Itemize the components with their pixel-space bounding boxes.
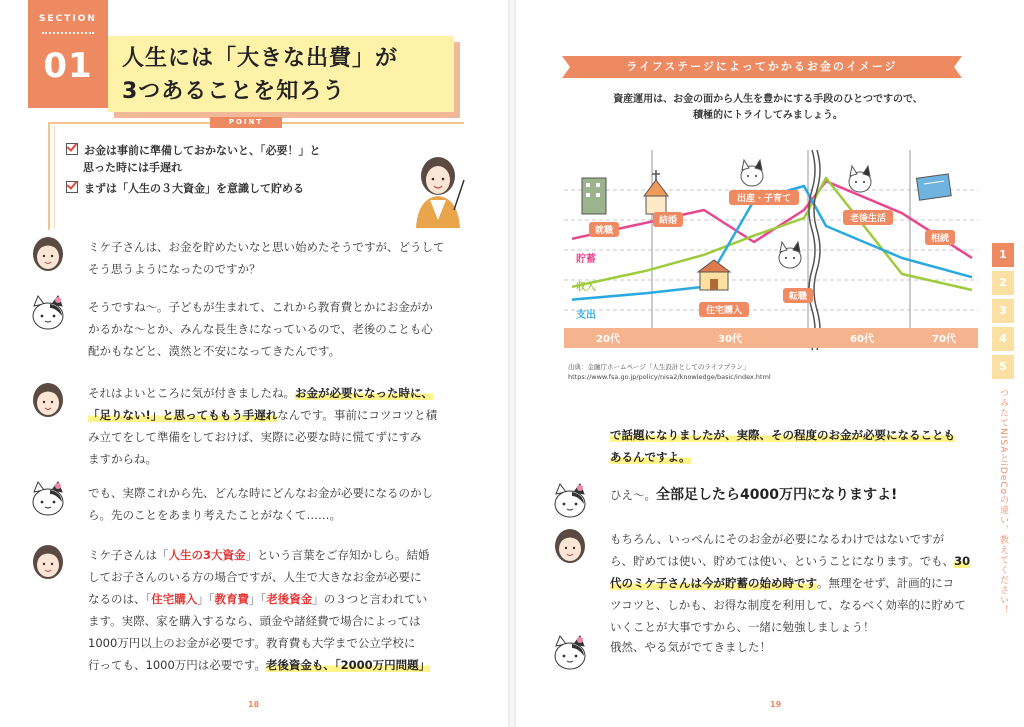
dialogue-line xyxy=(88,258,445,280)
dialogue-text: 」の３つと言われてい xyxy=(312,592,428,606)
intro-line-2: 積極的にトライしてみましょう。 xyxy=(693,110,843,121)
chart-series-label: 収入 xyxy=(576,282,596,293)
dialogue-line xyxy=(88,382,437,404)
page-title xyxy=(122,42,398,108)
dialogue-text: 全部足したら4000万円になりますよ! xyxy=(656,487,898,503)
chart-source xyxy=(568,362,771,382)
dialogue-line xyxy=(88,504,433,526)
title-line-2: 3つあることを知ろう xyxy=(122,79,346,104)
cat-avatar-icon xyxy=(550,482,590,522)
dialogue-4 xyxy=(88,482,433,526)
dialogue-line xyxy=(610,636,771,658)
chart-event-label: 出産・子育て xyxy=(736,194,792,204)
point-item-1-line-1: お金は事前に準備しておかないと、「必要！」と xyxy=(84,144,321,157)
page-number-left: 18 xyxy=(248,700,260,709)
point-item-1-line-2: 思った時には手遅れ xyxy=(83,161,182,174)
cat-avatar-icon xyxy=(28,480,68,520)
dialogue-text: ミケ子さんは「 xyxy=(88,548,169,562)
woman-avatar-icon xyxy=(28,380,68,420)
chapter-tab-4[interactable]: 4 xyxy=(992,327,1014,351)
chart-event-label: 就職 xyxy=(594,226,614,236)
dialogue-text: 老後資金 xyxy=(266,592,313,606)
woman-avatar-icon xyxy=(28,542,68,582)
dialogue-line xyxy=(88,566,430,588)
dialogue-text: 老後資金も、「2000万円問題」 xyxy=(265,658,431,672)
dialogue-line xyxy=(88,236,445,258)
dialogue-text: 俄然、やる気がでてきました！ xyxy=(610,640,771,654)
dialogue-line xyxy=(610,594,970,616)
dialogue-line xyxy=(88,482,433,504)
dialogue-text: ますからね。 xyxy=(88,452,157,466)
dialogue-text: み立てをして準備をしておけば、実際に必要な時に慌てずにすみ xyxy=(88,430,422,444)
bankbook-icon xyxy=(916,174,951,200)
teacher-illustration-icon xyxy=(410,150,466,228)
dialogue-text: 行っても、1000万円は必要です。 xyxy=(88,658,266,672)
intro-line-1: 資産運用は、お金の面から人生を豊かにする手段のひとつですので、 xyxy=(613,94,923,105)
dialogue-text: ら。先のことをあまり考えたことがなくて……。 xyxy=(88,508,341,522)
chapter-tab-5[interactable]: 5 xyxy=(992,355,1014,379)
chart-x-tick-label: 70代 xyxy=(932,334,956,345)
woman-avatar-icon xyxy=(28,234,68,274)
point-item-1 xyxy=(66,142,321,176)
book-gutter xyxy=(508,0,516,727)
chart-x-tick-label: 20代 xyxy=(596,334,620,345)
title-line-1: 人生には「大きな出費」が xyxy=(122,46,399,71)
section-label: SECTION xyxy=(39,14,97,24)
cat-avatar-icon xyxy=(28,294,68,334)
dialogue-4 xyxy=(610,636,771,658)
chart-heading: ライフステージによってかかるお金のイメージ xyxy=(570,56,954,78)
chart-event-label: 相続 xyxy=(930,234,950,244)
dialogue-line xyxy=(88,588,430,610)
dialogue-text: いくことが大事ですから、一緒に勉強しましょう！ xyxy=(610,620,875,634)
woman-avatar-icon xyxy=(550,526,590,566)
dialogue-text: 」「 xyxy=(249,592,267,606)
section-badge xyxy=(28,0,108,108)
dialogue-text: で話題になりましたが、実際、その程度のお金が必要になることも xyxy=(610,428,955,442)
dialogue-text: 「足りない!」と思ってももう手遅れ xyxy=(88,408,278,422)
dialogue-text: 1000万円以上のお金が必要です。教育費も大学まで公立学校に xyxy=(88,636,416,650)
dialogue-text: ツコツと、しかも、お得な制度を利用して、なるべく効率的に貯めて xyxy=(610,598,967,612)
chart-series-label: 貯蓄 xyxy=(576,254,596,265)
dialogue-2 xyxy=(88,296,433,362)
dialogue-line xyxy=(610,446,955,468)
dialogue-text: かるかな〜とか、みんな長生きになっているので、老後のことも心 xyxy=(88,322,433,336)
dialogue-text: でも、実際これから先、どんな時にどんなお金が必要になるのかし xyxy=(88,486,433,500)
dialogue-text: あるんですよ。 xyxy=(610,450,691,464)
chart-event-label: 住宅購入 xyxy=(705,306,743,316)
dialogue-line xyxy=(88,544,430,566)
chart-intro xyxy=(598,92,938,124)
dialogue-text: ひえ〜。 xyxy=(610,488,656,502)
chart-event-label: 老後生活 xyxy=(849,214,887,224)
dialogue-text: なんです。事前にコツコツと積 xyxy=(277,408,438,422)
chart-event-label: 結婚 xyxy=(658,216,678,226)
dialogue-text: ます。実際、家を購入するなら、頭金や諸経費で場合によっては xyxy=(88,614,421,628)
chapter-tab-1[interactable]: 1 xyxy=(992,243,1014,267)
dialogue-line xyxy=(88,632,430,654)
left-page xyxy=(0,0,508,727)
dialogue-text: ミケ子さんは、お金を貯めたいなと思い始めたそうですが、どうして xyxy=(88,240,445,254)
chapel-icon xyxy=(644,170,668,214)
chapter-tab-2[interactable]: 2 xyxy=(992,271,1014,295)
dialogue-line xyxy=(88,340,433,362)
section-number: 01 xyxy=(43,46,93,86)
dialogue-text: してお子さんのいる方の場合ですが、人生で大きなお金が必要に xyxy=(88,570,422,584)
dialogue-text: 」という言葉をご存知かしら。結婚 xyxy=(245,548,430,562)
dialogue-text: そうですね〜。子どもが生まれて、これから教育費とかにお金がか xyxy=(88,300,433,314)
cat-avatar-icon xyxy=(550,634,590,674)
dialogue-3 xyxy=(610,528,970,638)
dialogue-text: お金が必要になった時に、 xyxy=(295,386,433,400)
chart-event-label: 転職 xyxy=(788,292,808,302)
dialogue-line xyxy=(610,572,970,594)
dialogue-text: 。無理をせず、計画的にコ xyxy=(817,576,955,590)
dialogue-text: そう思うようになったのですか？ xyxy=(88,262,261,276)
dialogue-text: 代のミケ子さんは今が貯蓄の始め時です xyxy=(610,576,817,590)
chapter-side-title: つみたてNISAとiDeCoの違い、教えてください！ xyxy=(998,388,1008,616)
dialogue-2 xyxy=(610,484,897,506)
dialogue-text: もちろん、いっぺんにそのお金が必要になるわけではないですが xyxy=(610,532,945,546)
dialogue-line xyxy=(610,550,970,572)
dialogue-text: なるのは、「 xyxy=(88,592,152,606)
dialogue-line xyxy=(88,296,433,318)
mother-cat-icon xyxy=(741,160,763,186)
chapter-tab-3[interactable]: 3 xyxy=(992,299,1014,323)
dialogue-line xyxy=(88,318,433,340)
dialogue-line xyxy=(610,528,970,550)
dialogue-text: それはよいところに気が付きましたね。 xyxy=(88,386,295,400)
dialogue-3 xyxy=(88,382,437,470)
elderly-cats-icon xyxy=(849,166,871,192)
office-building-icon xyxy=(582,178,606,214)
checkbox-icon xyxy=(66,143,78,155)
dialogue-5 xyxy=(88,544,430,676)
dialogue-line xyxy=(88,610,430,632)
dialogue-text: 30 xyxy=(954,554,971,568)
dialogue-line xyxy=(610,616,970,638)
chart-x-tick-label: 30代 xyxy=(718,334,742,345)
dialogue-line xyxy=(88,654,430,676)
page-number-right: 19 xyxy=(770,700,782,709)
point-item-2 xyxy=(66,180,304,197)
dialogue-1 xyxy=(88,236,445,280)
dialogue-line xyxy=(88,448,437,470)
dialogue-text: 教育費 xyxy=(214,592,249,606)
dialogue-text: 人生の3大資金 xyxy=(168,548,246,562)
source-line-1: 出典：金融庁ホームページ「人生設計としてのライフプラン」 xyxy=(568,363,750,371)
dialogue-text: 住宅購入 xyxy=(151,592,198,606)
chart-series-label: 支出 xyxy=(576,310,596,321)
chart-x-tick-label: 60代 xyxy=(850,334,874,345)
source-line-2: https://www.fsa.go.jp/policy/nisa2/knowledge/basic/index.html xyxy=(568,373,771,381)
dialogue-line xyxy=(610,424,955,446)
point-item-2-line-1: まずは「人生の３大資金」を意識して貯める xyxy=(84,182,304,195)
life-stage-chart xyxy=(564,150,978,358)
dialogue-line xyxy=(88,404,437,426)
right-page xyxy=(516,0,1024,727)
chart-x-axis-bar xyxy=(564,328,978,348)
dialogue-text: 配かもなどと、漠然と不安になってきたんです。 xyxy=(88,344,341,358)
ribbon-right-tail xyxy=(954,56,962,78)
dialogue-line xyxy=(610,484,897,506)
dialogue-text: 」「 xyxy=(197,592,215,606)
checkbox-icon xyxy=(66,181,78,193)
dialogue-line xyxy=(88,426,437,448)
house-icon xyxy=(698,260,730,290)
chapter-tabs xyxy=(992,243,1016,383)
dialogue-1 xyxy=(610,424,955,468)
section-divider xyxy=(42,32,94,34)
point-badge: POINT xyxy=(210,117,282,128)
ribbon-left-tail xyxy=(562,56,570,78)
cat-in-suit-icon xyxy=(779,242,801,268)
dialogue-text: ら、貯めては使い、貯めては使い、ということになります。でも、 xyxy=(610,554,955,568)
